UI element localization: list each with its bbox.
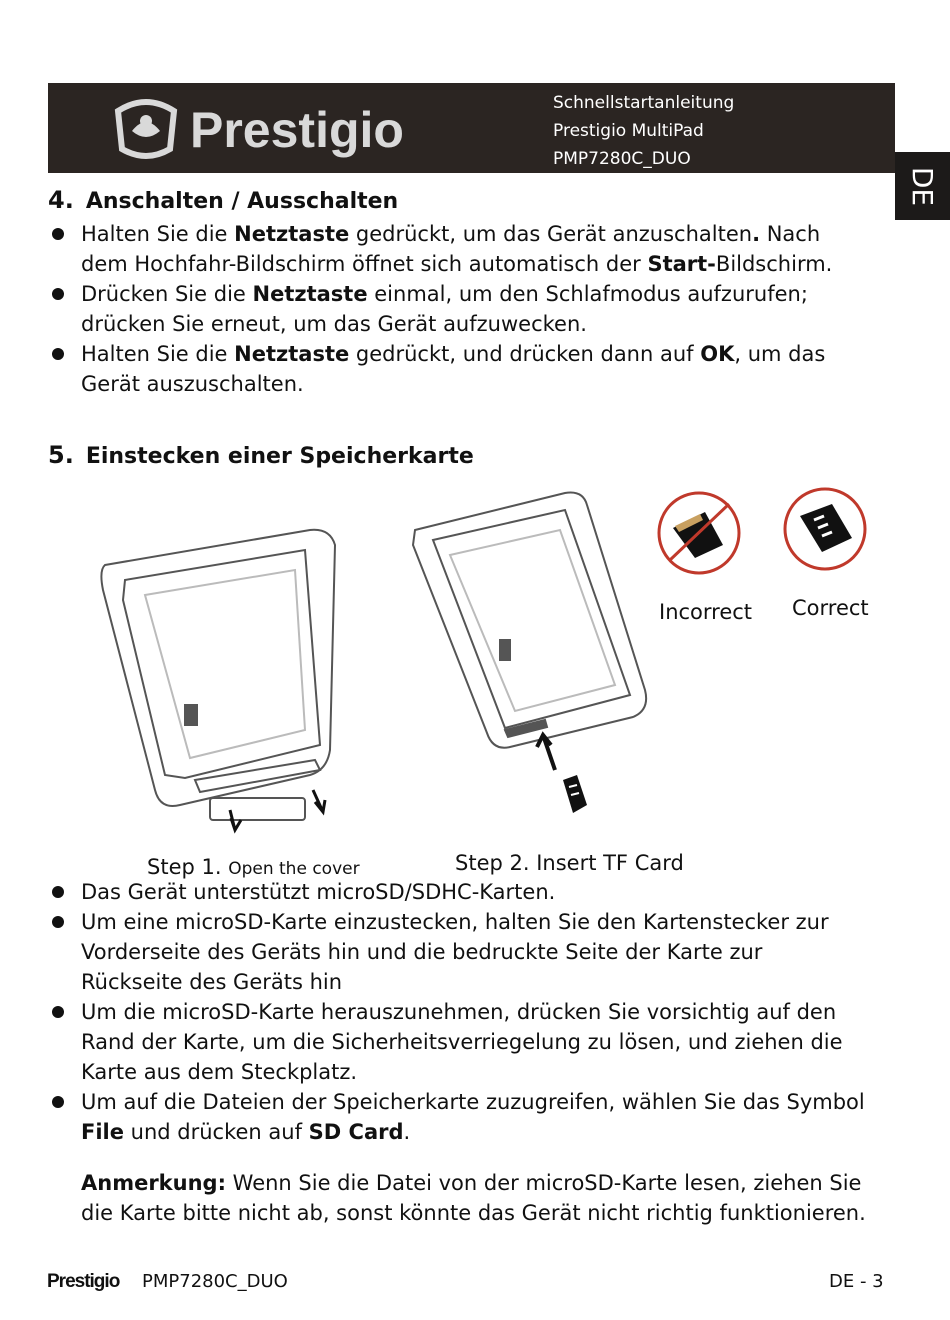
correct-label: Correct bbox=[792, 596, 869, 620]
list-item: Halten Sie die Netztaste gedrückt, um das Gerät anzuschalten. Nach dem Hochfahr-Bildschirm öffnet sich automatisch der Start-Bildschirm. bbox=[48, 219, 868, 279]
header-bar bbox=[48, 83, 895, 173]
header-line-product: Prestigio MultiPad bbox=[553, 121, 704, 141]
section-5-list bbox=[48, 877, 868, 1249]
incorrect-label: Incorrect bbox=[659, 600, 753, 624]
prestigio-logo bbox=[110, 91, 430, 165]
section-4-heading: 4. Anschalten / Ausschalten bbox=[48, 186, 399, 214]
list-item: Das Gerät unterstützt microSD/SDHC-Karten. bbox=[48, 877, 868, 907]
list-item: Um eine microSD-Karte einzustecken, halten Sie den Kartenstecker zur Vorderseite des Geräts hin und die bedruckte Seite der Karte zur Rückseite des Geräts hin bbox=[48, 907, 868, 997]
note-paragraph: Anmerkung: Wenn Sie die Datei von der microSD-Karte lesen, ziehen Sie die Karte bitte nicht ab, sonst könnte das Gerät nicht richtig funktionieren. bbox=[81, 1171, 866, 1225]
incorrect-card-icon bbox=[655, 490, 745, 576]
section-4-list bbox=[48, 219, 868, 399]
svg-text:Prestigio: Prestigio bbox=[190, 102, 404, 158]
list-item: Um auf die Dateien der Speicherkarte zuzugreifen, wählen Sie das Symbol File und drücken auf SD Card. bbox=[48, 1087, 868, 1147]
tablet-insert-card-illustration bbox=[405, 485, 655, 825]
language-tab: DE bbox=[895, 152, 950, 220]
footer-logo: Prestigio bbox=[47, 1271, 120, 1292]
step-1-caption: Step 1. Open the cover bbox=[147, 855, 360, 879]
correct-card-icon bbox=[780, 486, 870, 572]
header-line-model: PMP7280C_DUO bbox=[553, 149, 691, 169]
section-5-heading: 5. Einstecken einer Speicherkarte bbox=[48, 441, 474, 469]
footer-model: PMP7280C_DUO bbox=[142, 1271, 288, 1292]
page-number: DE - 3 bbox=[829, 1271, 884, 1292]
list-item: Halten Sie die Netztaste gedrückt, und drücken dann auf OK, um das Gerät auszuschalten. bbox=[48, 339, 868, 399]
header-text bbox=[553, 89, 734, 173]
header-line-guide: Schnellstartanleitung bbox=[553, 93, 735, 113]
list-item: Um die microSD-Karte herauszunehmen, drücken Sie vorsichtig auf den Rand der Karte, um die Sicherheitsverriegelung zu lösen, und ziehen die Karte aus dem Steckplatz. bbox=[48, 997, 868, 1087]
step-2-caption: Step 2. Insert TF Card bbox=[455, 851, 684, 875]
list-item: Drücken Sie die Netztaste einmal, um den Schlafmodus aufzurufen; drücken Sie erneut, um das Gerät aufzuwecken. bbox=[48, 279, 868, 339]
tablet-open-cover-illustration bbox=[85, 520, 365, 840]
